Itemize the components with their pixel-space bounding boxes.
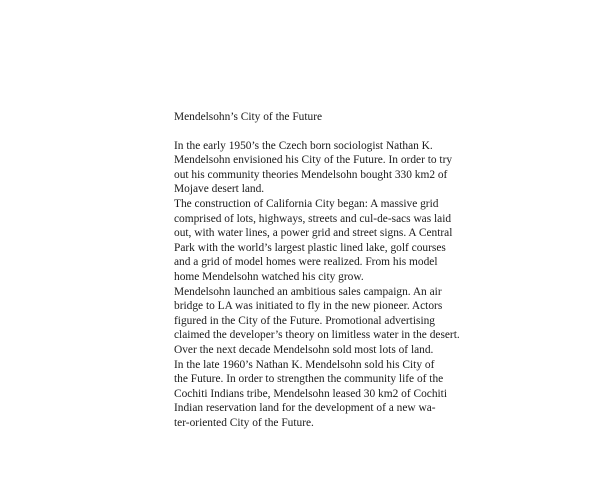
body-line: Park with the world’s largest plastic lined lake, golf courses — [174, 241, 446, 254]
body-line: In the late 1960’s Nathan K. Mendelsohn sold his City of — [174, 358, 435, 371]
body-line: out, with water lines, a power grid and street signs. A Central — [174, 227, 453, 240]
body-line: out his community theories Mendelsohn bought 330 km2 of — [174, 168, 448, 181]
body-line: figured in the City of the Future. Promotional advertising — [174, 314, 435, 327]
article-text-block — [174, 110, 464, 430]
body-line: comprised of lots, highways, streets and cul-de-sacs was laid — [174, 212, 452, 225]
body-line: the Future. In order to strengthen the community life of the — [174, 373, 444, 386]
body-line: Mendelsohn envisioned his City of the Future. In order to try — [174, 154, 453, 167]
body-line: bridge to LA was initiated to fly in the new pioneer. Actors — [174, 300, 443, 313]
body-line: claimed the developer’s theory on limitless water in the desert. — [174, 329, 460, 342]
body-line: Over the next decade Mendelsohn sold most lots of land. — [174, 343, 434, 356]
body-line: Cochiti Indians tribe, Mendelsohn leased 30 km2 of Cochiti — [174, 387, 448, 400]
body-line: Indian reservation land for the development of a new wa- — [174, 402, 436, 415]
body-line: Mojave desert land. — [174, 183, 265, 196]
body-line: In the early 1950’s the Czech born sociologist Nathan K. — [174, 139, 433, 152]
body-line: and a grid of model homes were realized. From his model — [174, 256, 438, 269]
article-title: Mendelsohn’s City of the Future — [174, 111, 323, 123]
body-line: home Mendelsohn watched his city grow. — [174, 270, 364, 283]
body-line: Mendelsohn launched an ambitious sales campaign. An air — [174, 285, 442, 298]
body-line: ter-oriented City of the Future. — [174, 416, 314, 429]
body-line: The construction of California City began: A massive grid — [174, 197, 439, 210]
article-body — [174, 139, 464, 431]
